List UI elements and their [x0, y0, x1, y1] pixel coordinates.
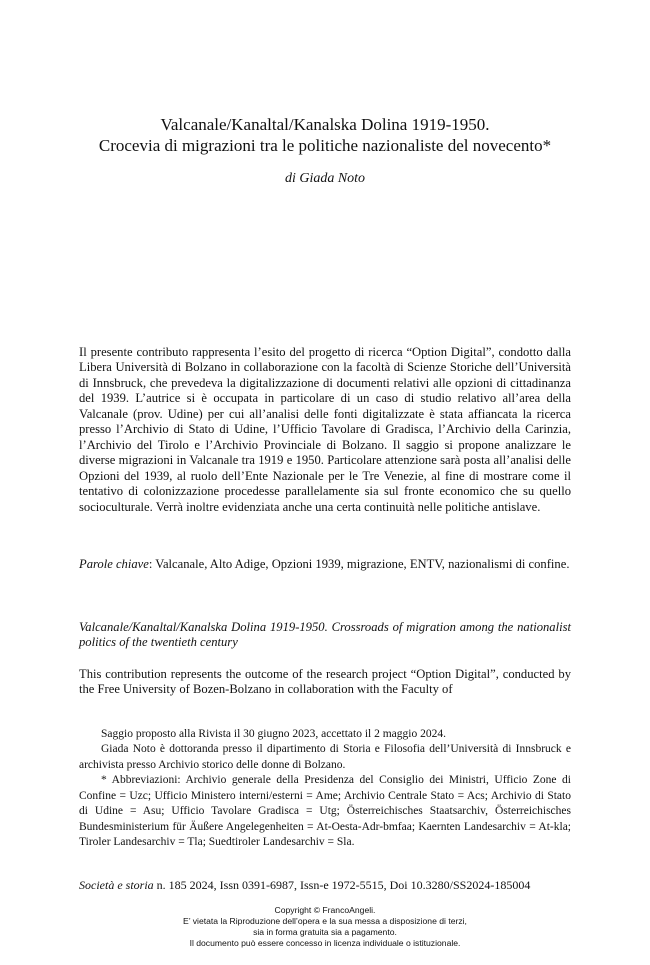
article-title — [60, 114, 590, 156]
citation-details: n. 185 2024, Issn 0391-6987, Issn-e 1972-5515, Doi 10.3280/SS2024-185004 — [153, 878, 531, 892]
keywords-text: : Valcanale, Alto Adige, Opzioni 1939, migrazione, ENTV, nazionalismi di confine. — [148, 557, 570, 571]
abstract-english: This contribution represents the outcome of the research project “Option Digital”, conducted by the Free University of Bozen-Bolzano in collaboration with the Faculty of — [79, 667, 571, 697]
copyright-line-1: Copyright © FrancoAngeli. — [274, 905, 376, 915]
footnote-author-bio: Giada Noto è dottoranda presso il dipartimento di Storia e Filosofia dell’Università di Innsbruck e archivista presso Archivio storico delle donne di Bolzano. — [79, 743, 571, 771]
title-line-2: Crocevia di migrazioni tra le politiche nazionaliste del novecento* — [98, 136, 552, 155]
english-title: Valcanale/Kanaltal/Kanalska Dolina 1919-1950. Crossroads of migration among the nationalist politics of the twentieth century — [79, 620, 571, 650]
footnote-abbreviations: * Abbreviazioni: Archivio generale della Presidenza del Consiglio dei Ministri, Ufficio Zone di Confine = Uzc; Ufficio Ministero interni/esterni = Ame; Archivio Centrale Stato = Acs; Archivio di Stato di Udine = Asu; Ufficio Tavolare Gradisca = Utg; Österreichisches Staatsarchiv, Österreichisches Bundesministerium für Äußere Angelegenheiten = At-Oesta-Adr-bmfaa; Kaernten Landesarchiv = At-kla; Tiroler Landesarchiv = Tla; Suedtiroler Landesarchiv = Sla. — [79, 774, 571, 849]
journal-name: Società e storia — [79, 878, 154, 892]
journal-citation — [79, 878, 571, 893]
copyright-line-2: E’ vietata la Riproduzione dell’opera e la sua messa a disposizione di terzi, — [183, 916, 467, 926]
author-byline: di Giada Noto — [284, 171, 366, 186]
copyright-line-4: Il documento può essere concesso in licenza individuale o istituzionale. — [189, 938, 461, 948]
title-line-1: Valcanale/Kanaltal/Kanalska Dolina 1919-1950. — [160, 115, 490, 134]
keywords-label: Parole chiave — [79, 557, 149, 571]
keywords-italian — [79, 557, 571, 572]
copyright-notice — [60, 905, 590, 949]
footnotes — [79, 727, 571, 851]
footnote-submission: Saggio proposto alla Rivista il 30 giugno 2023, accettato il 2 maggio 2024. — [101, 728, 446, 740]
copyright-line-3: sia in forma gratuita sia a pagamento. — [253, 927, 397, 937]
abstract-italian: Il presente contributo rappresenta l’esito del progetto di ricerca “Option Digital”, condotto dalla Libera Università di Bolzano in collaborazione con la facoltà di Scienze Storiche dell’Università di Innsbruck, che prevedeva la digitalizzazione di documenti relativi alle opzioni di cittadinanza del 1939. L’autrice si è occupata in particolare di un caso di studio relativo all’area della Valcanale (prov. Udine) per cui all’analisi delle fonti digitalizzate è stata affiancata la ricerca presso l’Archivio di Stato di Udine, l’Ufficio Tavolare di Gradisca, l’Archivio della Carinzia, l’Archivio del Tirolo e l’Archivio Provinciale di Bolzano. Il saggio si propone analizzare le diverse migrazioni in Valcanale tra 1919 e 1950. Particolare attenzione sarà posta all’analisi delle Opzioni del 1939, al ruolo dell’Ente Nazionale per le Tre Venezie, al fine di mostrare come il tentativo di colonizzazione procedesse parallelamente sia sul fronte economico che su quello socioculturale. Verrà inoltre evidenziata anche una certa continuità nelle politiche antislave. — [79, 345, 571, 514]
